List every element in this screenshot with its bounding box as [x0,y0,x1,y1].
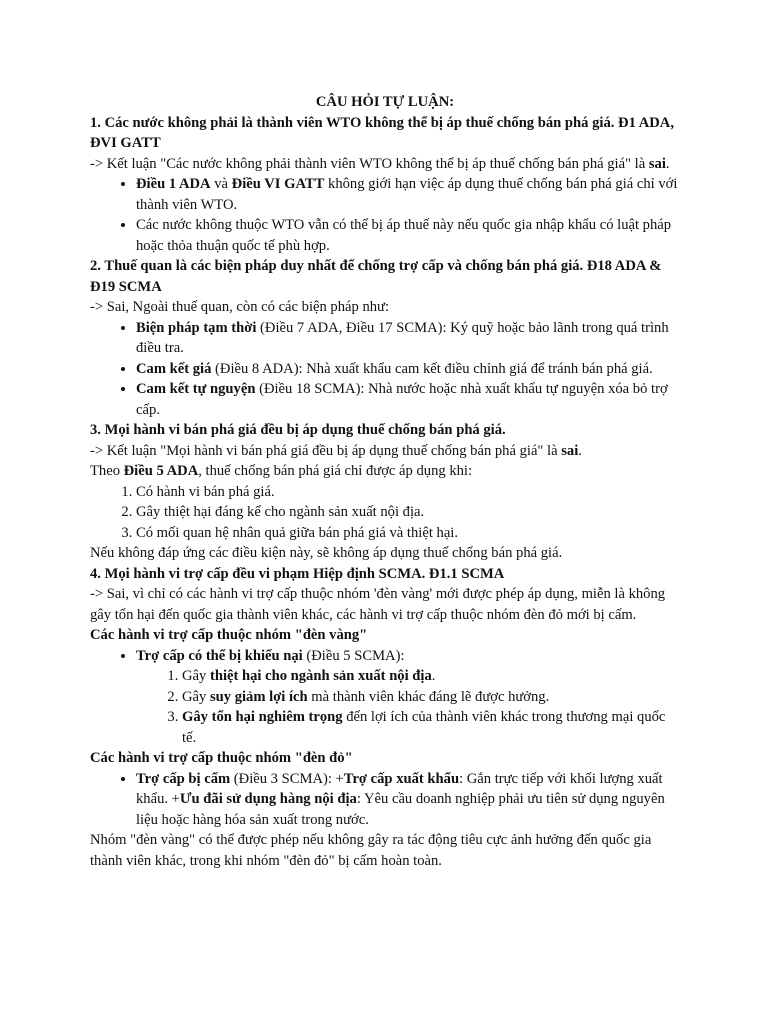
list-item: • Điều 1 ADA và Điều VI GATT không giới hạn việc áp dụng thuế chống bán phá giá chỉ với thành viên WTO. [136,174,680,215]
yellow-group-list [90,646,680,749]
question-2-list [90,318,680,421]
red-group-list [90,769,680,831]
document-title: CÂU HỎI TỰ LUẬN: [315,94,455,110]
list-item: 2. Gây suy giảm lợi ích mà thành viên khác đáng lẽ được hưởng. [182,687,680,708]
red-group-heading: Các hành vi trợ cấp thuộc nhóm "đèn đỏ" [90,750,353,766]
question-4-heading: 4. Mọi hành vi trợ cấp đều vi phạm Hiệp định SCMA. Đ1.1 SCMA [90,565,505,582]
question-1-conclusion: -> Kết luận "Các nước không phải thành viên WTO không thể bị áp thuế chống bán phá giá" là sai. [90,155,670,172]
document-page [90,92,680,871]
list-item: 1. Có hành vi bán phá giá. [136,482,680,503]
question-1-list [90,174,680,256]
list-item: • Biện pháp tạm thời (Điều 7 ADA, Điều 17 SCMA): Ký quỹ hoặc bảo lãnh trong quá trình điều tra. [136,318,680,359]
list-item: • Cam kết giá (Điều 8 ADA): Nhà xuất khẩu cam kết điều chỉnh giá để tránh bán phá giá. [136,359,680,380]
question-3-footer: Nếu không đáp ứng các điều kiện này, sẽ không áp dụng thuế chống bán phá giá. [90,545,563,561]
list-item: 1. Gây thiệt hại cho ngành sản xuất nội địa. [182,666,680,687]
list-item: • Các nước không thuộc WTO vẫn có thể bị áp thuế này nếu quốc gia nhập khẩu có luật pháp hoặc thỏa thuận quốc tế phù hợp. [136,215,680,256]
closing-paragraph: Nhóm "đèn vàng" có thể được phép nếu không gây ra tác động tiêu cực ảnh hưởng đến quốc gia thành viên khác, trong khi nhóm "đèn đỏ" bị cấm hoàn toàn. [90,832,652,869]
question-1-heading: 1. Các nước không phải là thành viên WTO không thể bị áp thuế chống bán phá giá. Đ1 ADA, ĐVI GATT [90,114,674,151]
question-2-heading: 2. Thuế quan là các biện pháp duy nhất để chống trợ cấp và chống bán phá giá. Đ18 ADA & Đ19 SCMA [90,258,662,295]
list-item: • Cam kết tự nguyện (Điều 18 SCMA): Nhà nước hoặc nhà xuất khẩu tự nguyện xóa bỏ trợ cấp. [136,379,680,420]
question-3-conclusion: -> Kết luận "Mọi hành vi bán phá giá đều bị áp dụng thuế chống bán phá giá" là sai. [90,442,582,459]
list-item: 2. Gây thiệt hại đáng kể cho ngành sản xuất nội địa. [136,502,680,523]
question-3-theo: Theo Điều 5 ADA, thuế chống bán phá giá chỉ được áp dụng khi: [90,463,473,479]
yellow-group-heading: Các hành vi trợ cấp thuộc nhóm "đèn vàng" [90,627,368,643]
list-item: • Trợ cấp có thể bị khiếu nại (Điều 5 SCMA): 1. Gây thiệt hại cho ngành sản xuất nội địa. 2. Gây suy giảm lợi ích mà thành viên khác đáng lẽ được hưởng. 3. Gây tổn hại nghiêm trọng đến lợi ích của thành viên khác trong thương mại quốc tế. [136,646,680,749]
list-item: 3. Gây tổn hại nghiêm trọng đến lợi ích của thành viên khác trong thương mại quốc tế. [182,707,680,748]
question-3-heading: 3. Mọi hành vi bán phá giá đều bị áp dụng thuế chống bán phá giá. [90,422,506,438]
question-3-conditions [90,482,680,544]
question-2-answer: -> Sai, Ngoài thuế quan, còn có các biện pháp như: [90,299,390,315]
question-4-answer: -> Sai, vì chỉ có các hành vi trợ cấp thuộc nhóm 'đèn vàng' mới được phép áp dụng, miễn là không gây tổn hại đến quốc gia thành viên khác, các hành vi trợ cấp thuộc nhóm đèn đỏ mới bị cấm. [90,586,666,623]
list-item: • Trợ cấp bị cấm (Điều 3 SCMA): +Trợ cấp xuất khẩu: Gắn trực tiếp với khối lượng xuất khẩu. +Ưu đãi sử dụng hàng nội địa: Yêu cầu doanh nghiệp phải ưu tiên sử dụng nguyên liệu hoặc hàng hóa sản xuất trong nước. [136,769,680,831]
list-item: 3. Có mối quan hệ nhân quả giữa bán phá giá và thiệt hại. [136,523,680,544]
yellow-sublist [136,666,680,748]
